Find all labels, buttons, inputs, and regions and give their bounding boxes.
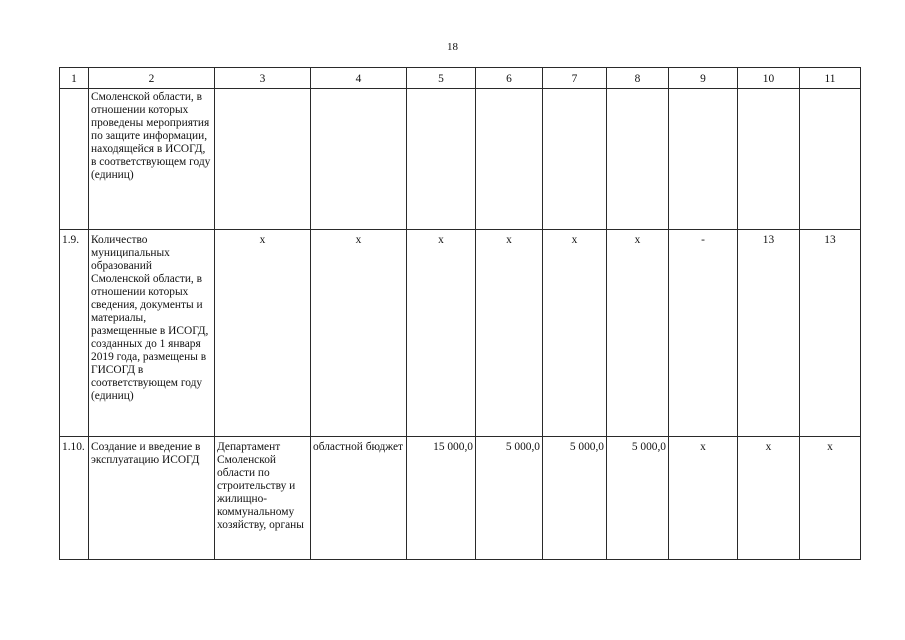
cell-value: x (543, 230, 607, 437)
table-header-row (60, 68, 861, 89)
row-number (60, 89, 89, 230)
cell-executor: x (215, 230, 311, 437)
cell-value (607, 89, 669, 230)
table-row (60, 230, 861, 437)
cell-executor: Департамент Смоленской области по строительству и жилищно-коммунальному хозяйству, органы (215, 437, 311, 560)
cell-value: 15 000,0 (407, 437, 476, 560)
page-number: 18 (447, 41, 458, 53)
cell-source: x (311, 230, 407, 437)
column-header: 11 (800, 68, 861, 89)
column-header: 7 (543, 68, 607, 89)
cell-value (800, 89, 861, 230)
cell-value: x (476, 230, 543, 437)
row-description: Создание и введение в эксплуатацию ИСОГД (89, 437, 215, 560)
column-header: 3 (215, 68, 311, 89)
cell-value: x (738, 437, 800, 560)
cell-value: 5 000,0 (476, 437, 543, 560)
table-row (60, 89, 861, 230)
cell-value: 5 000,0 (607, 437, 669, 560)
cell-value: 13 (738, 230, 800, 437)
cell-value: x (669, 437, 738, 560)
cell-value (543, 89, 607, 230)
cell-value: 5 000,0 (543, 437, 607, 560)
column-header: 1 (60, 68, 89, 89)
table-row (60, 437, 861, 560)
cell-executor (215, 89, 311, 230)
cell-value (476, 89, 543, 230)
column-header: 8 (607, 68, 669, 89)
row-number: 1.9. (60, 230, 89, 437)
cell-source: областной бюджет (311, 437, 407, 560)
cell-value (669, 89, 738, 230)
cell-value: - (669, 230, 738, 437)
column-header: 2 (89, 68, 215, 89)
cell-value (407, 89, 476, 230)
column-header: 4 (311, 68, 407, 89)
column-header: 9 (669, 68, 738, 89)
program-table (59, 67, 861, 560)
row-description: Количество муниципальных образований Смоленской области, в отношении которых сведения, документы и материалы, размещенные в ИСОГД, созданных до 1 января 2019 года, размещены в ГИСОГД в соответствующем году (единиц) (89, 230, 215, 437)
cell-value: x (800, 437, 861, 560)
column-header: 6 (476, 68, 543, 89)
column-header: 10 (738, 68, 800, 89)
cell-value: 13 (800, 230, 861, 437)
cell-value: x (407, 230, 476, 437)
row-description: Смоленской области, в отношении которых проведены мероприятия по защите информации, находящейся в ИСОГД, в соответствующем году (единиц) (89, 89, 215, 230)
cell-value (738, 89, 800, 230)
cell-source (311, 89, 407, 230)
column-header: 5 (407, 68, 476, 89)
cell-value: x (607, 230, 669, 437)
row-number: 1.10. (60, 437, 89, 560)
